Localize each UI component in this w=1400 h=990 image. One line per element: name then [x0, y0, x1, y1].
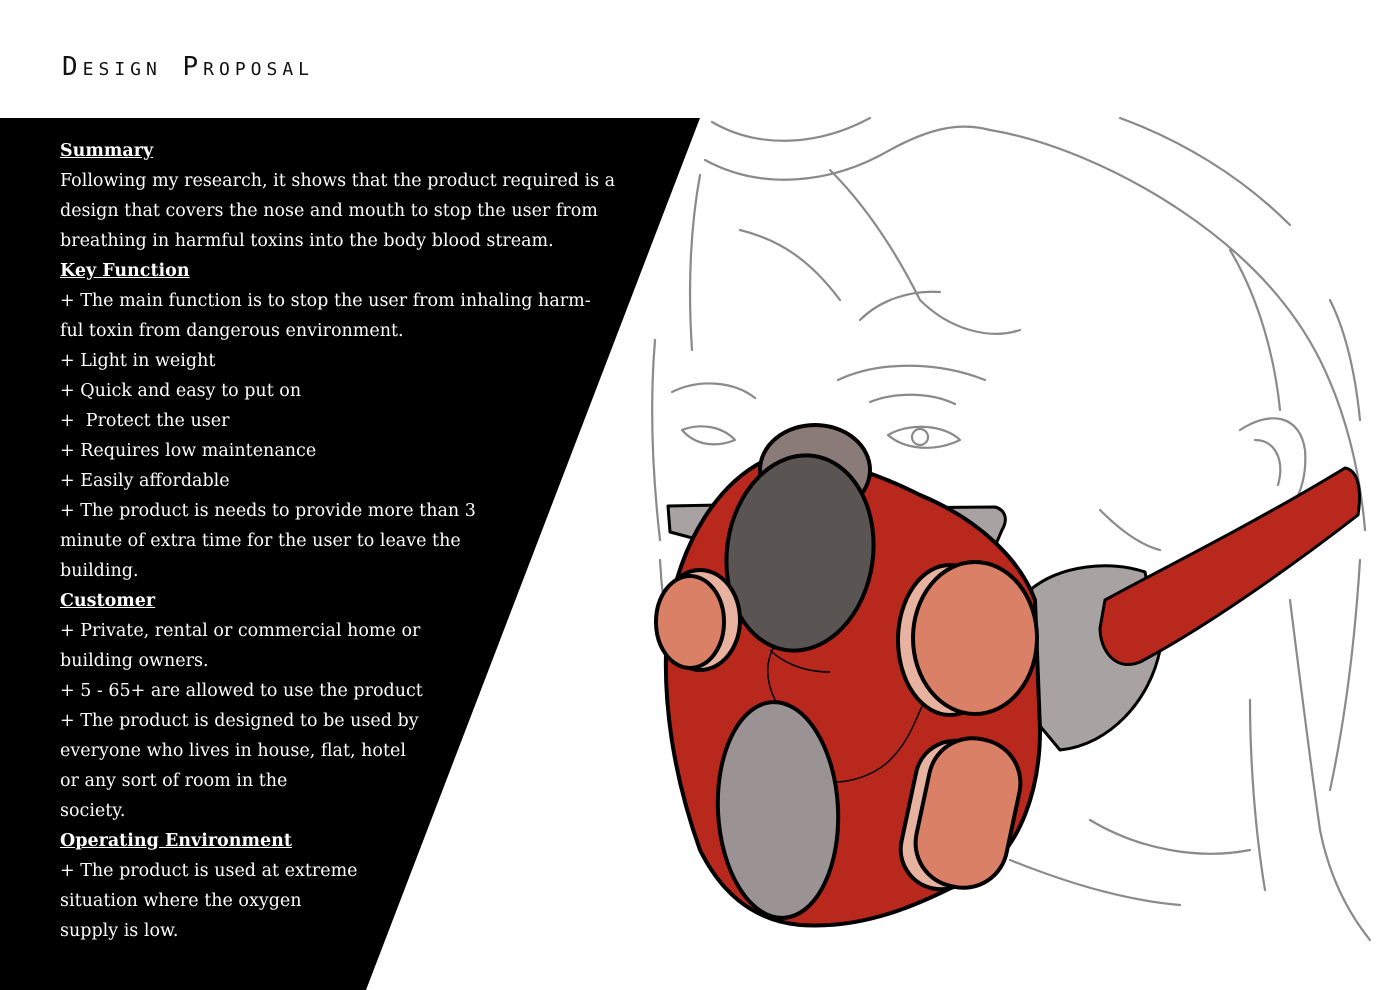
key-function-heading: Key Function: [60, 261, 190, 281]
customer-line: society.: [60, 801, 126, 821]
summary-heading: Summary: [60, 141, 154, 161]
customer-line: + The product is designed to be used by: [60, 711, 419, 731]
summary-line: design that covers the nose and mouth to stop the user from: [60, 201, 598, 221]
filter-left: [656, 576, 724, 668]
operating-environment-line: supply is low.: [60, 921, 179, 941]
key-function-line: + Light in weight: [60, 351, 216, 371]
customer-line: building owners.: [60, 651, 209, 671]
customer-line: everyone who lives in house, flat, hotel: [60, 741, 406, 761]
page-title: Design Proposal: [62, 52, 315, 82]
operating-environment-line: situation where the oxygen: [60, 891, 302, 911]
summary-line: breathing in harmful toxins into the body blood stream.: [60, 231, 554, 251]
key-function-line: minute of extra time for the user to leave the: [60, 531, 461, 551]
key-function-line: + Easily affordable: [60, 471, 230, 491]
key-function-line: + The product is needs to provide more than 3: [60, 501, 476, 521]
filter-right: [913, 562, 1037, 714]
text-content: [60, 136, 640, 946]
customer-line: + 5 - 65+ are allowed to use the product: [60, 681, 423, 701]
key-function-line: + Quick and easy to put on: [60, 381, 302, 401]
key-function-line: + Requires low maintenance: [60, 441, 317, 461]
key-function-line: building.: [60, 561, 139, 581]
operating-environment-heading: Operating Environment: [60, 831, 292, 851]
key-function-line: ful toxin from dangerous environment.: [60, 321, 404, 341]
operating-environment-line: + The product is used at extreme: [60, 861, 358, 881]
summary-line: Following my research, it shows that the product required is a: [60, 171, 616, 191]
customer-line: or any sort of room in the: [60, 771, 288, 791]
customer-heading: Customer: [60, 591, 156, 611]
key-function-line: + The main function is to stop the user from inhaling harm-: [60, 291, 591, 311]
customer-line: + Private, rental or commercial home or: [60, 621, 421, 641]
key-function-line: + Protect the user: [60, 411, 230, 431]
